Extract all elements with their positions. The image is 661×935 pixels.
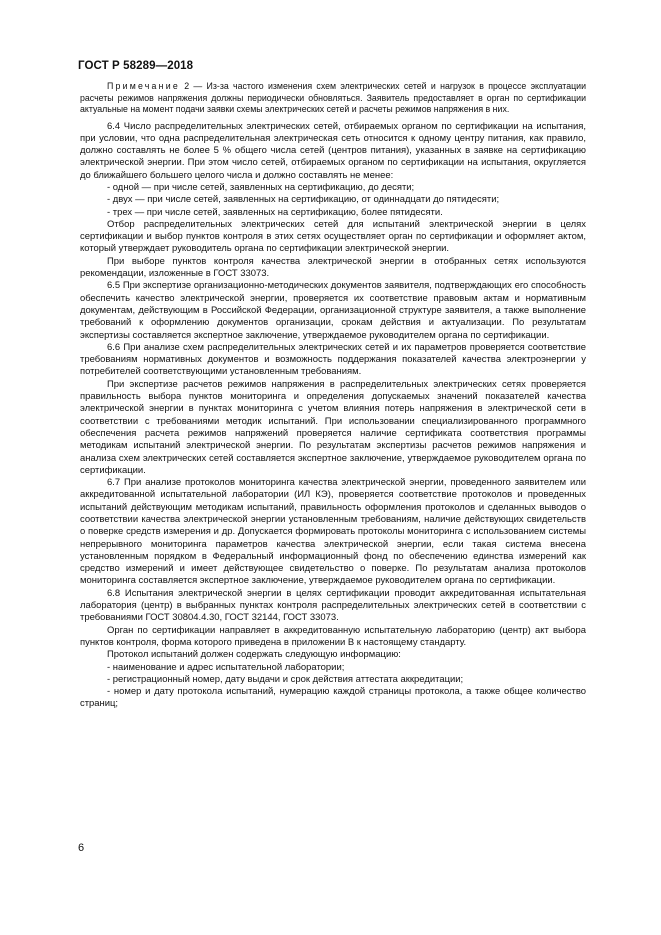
paragraph-6-8: 6.8 Испытания электрической энергии в целях сертификации проводит аккредитованная испытательная лаборатория (центр) в выбранных пунктах контроля распределительных электрических сетей в соответствии с требованиями ГОСТ 30804.4.30, ГОСТ 32144, ГОСТ 33073.	[80, 587, 586, 624]
list-item: - номер и дату протокола испытаний, нумерацию каждой страницы протокола, а также общее количество страниц;	[80, 686, 586, 710]
paragraph: Протокол испытаний должен содержать следующую информацию:	[107, 649, 401, 661]
paragraph: При выборе пунктов контроля качества электрической энергии в отобранных сетях используются рекомендации, изложенные в ГОСТ 33073.	[80, 255, 586, 280]
list-item: - регистрационный номер, дату выдачи и срок действия аттестата аккредитации;	[107, 673, 464, 685]
document-header: ГОСТ Р 58289—2018	[78, 60, 194, 72]
paragraph: Отбор распределительных электрических сетей для испытаний электрической энергии в целях сертификации и выбор пунктов контроля в этих сетях осуществляет орган по сертификации и оформляет актом, который утверждает руководитель органа по сертификации электрической энергии.	[80, 218, 586, 255]
paragraph-6-4: 6.4 Число распределительных электрических сетей, отбираемых органом по сертификации на испытания, при условии, что одна распределительная электрическая сеть относится к одному центру питания, как правило, должно составлять не более 5 % общего числа сетей (центров питания), указанных в заявке на сертификацию электрической энергии. При этом число сетей, отбираемых органом по сертификации на испытания, округляется до ближайшего большего целого числа и должно составлять не менее:	[80, 120, 586, 181]
paragraph: Орган по сертификации направляет в аккредитованную испытательную лабораторию (центр) акт выбора пунктов контроля, форма которого приведена в приложении В к настоящему стандарту.	[80, 624, 586, 648]
paragraph-6-7: 6.7 При анализе протоколов мониторинга качества электрической энергии, проведенного заявителем или аккредитованной испытательной лаборатории (ИЛ КЭ), проверяется соответствие протоколов и проведенных испытаний действующим методикам испытаний, правильность оформления протоколов и сделанных выводов о соответствии качества электрической энергии установленным требованиям, наличие действующих свидетельств о поверке средств измерения и др. Допускается формировать протоколы мониторинга с использованием системы непрерывного мониторинга параметров качества электрической энергии, если такая система внесена установленным порядком в Федеральный информационный фонд по обеспечению единства измерений как средство измерений и имеет действующее свидетельство о поверке. По результатам анализа протоколов мониторинга составляется экспертное заключение, утверждаемое руководителем органа по сертификации.	[80, 477, 586, 587]
note-label: Примечание	[107, 81, 180, 91]
list-item: - одной — при числе сетей, заявленных на сертификацию, до десяти;	[107, 181, 415, 193]
page-number: 6	[78, 842, 85, 854]
paragraph: При экспертизе расчетов режимов напряжения в распределительных электрических сетях проверяется правильность выбора пунктов мониторинга и определения допускаемых значений показателей качества электрической энергии в пунктах мониторинга с учетом влияния потерь напряжения в электрической сети в соответствии с требованиями методик испытаний. При использовании специализированного программного обеспечения расчета режимов напряжений проверяется наличие сертификата соответствия программы методикам испытаний электрической энергии. По результатам экспертизы расчетов режимов напряжения и анализа схем электрических сетей составляется экспертное заключение, утверждаемое руководителем органа по сертификации.	[80, 378, 586, 476]
paragraph-6-5: 6.5 При экспертизе организационно-методических документов заявителя, подтверждающих его способность обеспечить качество электрической энергии, проверяется их соответствие правовым актам и нормативным документам, действующим в Российской Федерации, организационной структуре заявителя, а также выполнение требований к оформлению документов организации, срокам действия и актуализации. По результатам экспертизы составляется экспертное заключение, утверждаемое руководителем органа по сертификации.	[80, 280, 586, 341]
note-paragraph	[80, 81, 586, 116]
list-item: - наименование и адрес испытательной лаборатории;	[107, 661, 345, 673]
list-item: - двух — при числе сетей, заявленных на сертификацию, от одиннадцати до пятидесяти;	[107, 194, 500, 206]
list-item: - трех — при числе сетей, заявленных на сертификацию, более пятидесяти.	[107, 206, 443, 218]
paragraph-6-6: 6.6 При анализе схем распределительных электрических сетей и их параметров проверяется соответствие требованиям нормативных документов и возможность поддержания показателей качества электроэнергии у потребителей соответствующими установленным требованиям.	[80, 341, 586, 378]
clause-text	[80, 121, 586, 711]
note-text: 2 — Из-за частого изменения схем электрических сетей и нагрузок в процессе эксплуатации расчеты режимов напряжения должны периодически обновляться. Заявитель предоставляет в орган по сертификации актуальные на момент подачи заявки схемы электрических сетей и расчеты режимов напряжения в них.	[80, 81, 586, 114]
document-body	[80, 81, 586, 711]
